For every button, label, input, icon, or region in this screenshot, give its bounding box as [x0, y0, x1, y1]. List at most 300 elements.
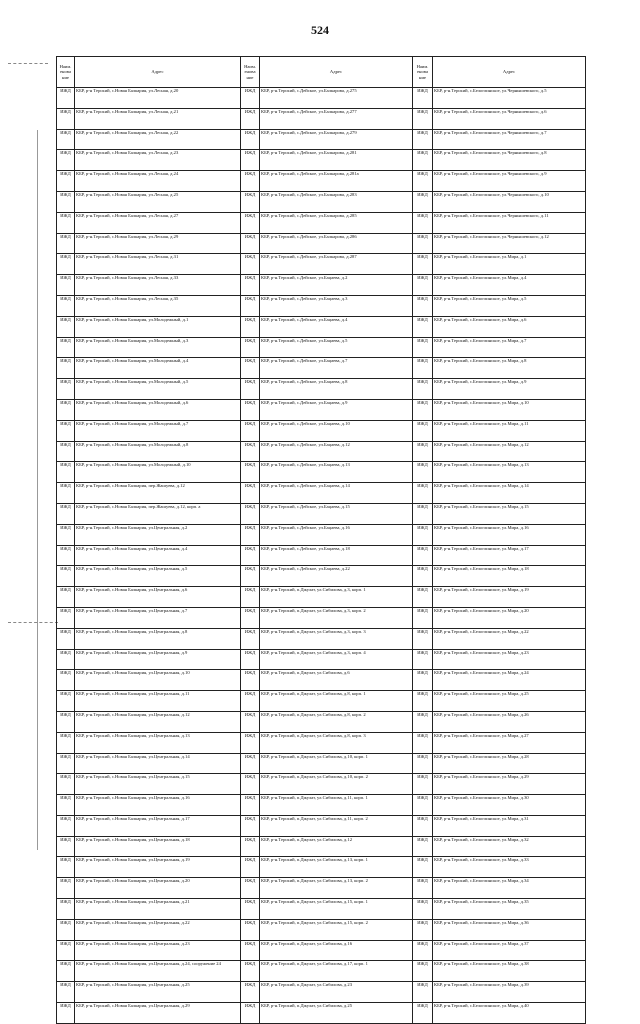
address-cell: КБР, р-н.Терский, с.Дейское, ул.Бацаева, д.16 [260, 524, 413, 545]
table-row [57, 899, 586, 920]
address-table [56, 56, 586, 1024]
address-cell: КБР, р-н.Терский, с.Белоглинское, ул.Мира, д.10 [433, 399, 586, 420]
type-cell: ИЖД [57, 503, 75, 524]
table-row [57, 358, 586, 379]
type-cell: ИЖД [57, 545, 75, 566]
address-cell: КБР, р-н.Терский, с.Дейское, ул.Балкарова, д.281а [260, 171, 413, 192]
type-cell: ИЖД [413, 399, 433, 420]
address-cell: КБР, р-н.Терский, с.Дейское, ул.Бацаева, д.10 [260, 420, 413, 441]
address-cell: КБР, р-н.Терский, п.Джулат, ул.Сибилова, д.3, корп. 4 [260, 649, 413, 670]
type-cell: ИЖД [241, 88, 260, 109]
address-cell: КБР, р-н.Терский, с.Новая Балкария, ул.Центральная, д.20 [75, 878, 241, 899]
header-address-2: Адрес [260, 57, 413, 88]
type-cell: ИЖД [413, 587, 433, 608]
type-cell: ИЖД [413, 566, 433, 587]
address-cell: КБР, р-н.Терский, с.Белоглинское, ул.Мира, д.18 [433, 566, 586, 587]
address-cell: КБР, р-н.Терский, п.Джулат, ул.Сибилова, д.23 [260, 982, 413, 1003]
table-row [57, 795, 586, 816]
type-cell: ИЖД [413, 732, 433, 753]
type-cell: ИЖД [413, 316, 433, 337]
address-cell: КБР, р-н.Терский, с.Белоглинское, ул.Мира, д.33 [433, 857, 586, 878]
table-row [57, 524, 586, 545]
address-cell: КБР, р-н.Терский, п.Джулат, ул.Сибилова, д.8, корп. 1 [260, 691, 413, 712]
type-cell: ИЖД [241, 545, 260, 566]
address-cell: КБР, р-н.Терский, с.Новая Балкария, ул.Центральная, д.23 [75, 940, 241, 961]
type-cell: ИЖД [57, 358, 75, 379]
address-cell: КБР, р-н.Терский, с.Новая Балкария, ул.Молодежный, д.6 [75, 399, 241, 420]
type-cell: ИЖД [413, 295, 433, 316]
address-cell: КБР, р-н.Терский, с.Новая Балкария, ул.Молодежный, д.3 [75, 337, 241, 358]
address-cell: КБР, р-н.Терский, п.Джулат, ул.Сибилова, д.3, корп. 1 [260, 587, 413, 608]
address-cell: КБР, р-н.Терский, п.Джулат, ул.Сибилова, д.15, корп. 2 [260, 919, 413, 940]
address-cell: КБР, р-н.Терский, с.Новая Балкария, ул.Лесная, д.33 [75, 275, 241, 296]
address-cell: КБР, р-н.Терский, с.Белоглинское, ул.Мира, д.27 [433, 732, 586, 753]
type-cell: ИЖД [57, 275, 75, 296]
table-row [57, 815, 586, 836]
type-cell: ИЖД [241, 628, 260, 649]
address-cell: КБР, р-н.Терский, с.Новая Балкария, ул.Центральная, д.19 [75, 857, 241, 878]
address-cell: КБР, р-н.Терский, с.Новая Балкария, ул.Центральная, д.16 [75, 795, 241, 816]
page-number: 524 [311, 23, 329, 37]
address-cell: КБР, р-н.Терский, с.Дейское, ул.Бацаева, д.12 [260, 441, 413, 462]
address-cell: КБР, р-н.Терский, с.Дейское, ул.Балкарова, д.285 [260, 212, 413, 233]
scan-mark-top-left [8, 63, 48, 64]
type-cell: ИЖД [413, 1003, 433, 1024]
address-cell: КБР, р-н.Терский, с.Белоглинское, ул.Мира, д.5 [433, 295, 586, 316]
type-cell: ИЖД [241, 212, 260, 233]
type-cell: ИЖД [241, 1003, 260, 1024]
address-cell: КБР, р-н.Терский, с.Белоглинское, ул.Чернышевского, д.7 [433, 129, 586, 150]
type-cell: ИЖД [413, 919, 433, 940]
table-row [57, 108, 586, 129]
address-cell: КБР, р-н.Терский, с.Белоглинское, ул.Мира, д.8 [433, 358, 586, 379]
type-cell: ИЖД [57, 607, 75, 628]
type-cell: ИЖД [57, 982, 75, 1003]
address-cell: КБР, р-н.Терский, с.Новая Балкария, ул.Молодежный, д.7 [75, 420, 241, 441]
type-cell: ИЖД [413, 88, 433, 109]
address-cell: КБР, р-н.Терский, с.Дейское, ул.Бацаева, д.7 [260, 358, 413, 379]
type-cell: ИЖД [413, 337, 433, 358]
address-cell: КБР, р-н.Терский, с.Новая Балкария, ул.Лесная, д.35 [75, 295, 241, 316]
address-cell: КБР, р-н.Терский, с.Новая Балкария, ул.Центральная, д.18 [75, 836, 241, 857]
address-cell: КБР, р-н.Терский, п.Джулат, ул.Сибилова, д.13, корп. 2 [260, 878, 413, 899]
table-row [57, 503, 586, 524]
type-cell: ИЖД [413, 129, 433, 150]
type-cell: ИЖД [57, 857, 75, 878]
type-cell: ИЖД [413, 212, 433, 233]
type-cell: ИЖД [241, 961, 260, 982]
table-row [57, 587, 586, 608]
address-cell: КБР, р-н.Терский, с.Белоглинское, ул.Мира, д.22 [433, 628, 586, 649]
type-cell: ИЖД [413, 878, 433, 899]
address-cell: КБР, р-н.Терский, с.Новая Балкария, ул.Центральная, д.17 [75, 815, 241, 836]
address-cell: КБР, р-н.Терский, с.Белоглинское, ул.Мира, д.25 [433, 691, 586, 712]
type-cell: ИЖД [241, 233, 260, 254]
type-cell: ИЖД [57, 1003, 75, 1024]
type-cell: ИЖД [241, 919, 260, 940]
address-cell: КБР, р-н.Терский, с.Дейское, ул.Балкарова, д.286 [260, 233, 413, 254]
address-cell: КБР, р-н.Терский, с.Белоглинское, ул.Мира, д.7 [433, 337, 586, 358]
type-cell: ИЖД [241, 441, 260, 462]
table-row [57, 857, 586, 878]
table-row [57, 732, 586, 753]
table-row [57, 691, 586, 712]
type-cell: ИЖД [241, 774, 260, 795]
address-cell: КБР, р-н.Терский, с.Белоглинское, ул.Мира, д.34 [433, 878, 586, 899]
type-cell: ИЖД [57, 399, 75, 420]
type-cell: ИЖД [413, 607, 433, 628]
table-row [57, 254, 586, 275]
address-cell: КБР, р-н.Терский, п.Джулат, ул.Сибилова, д.8, корп. 2 [260, 711, 413, 732]
table-row [57, 399, 586, 420]
type-cell: ИЖД [241, 295, 260, 316]
address-cell: КБР, р-н.Терский, с.Белоглинское, ул.Чернышевского, д.10 [433, 191, 586, 212]
address-cell: КБР, р-н.Терский, с.Белоглинское, ул.Чернышевского, д.11 [433, 212, 586, 233]
address-cell: КБР, р-н.Терский, с.Новая Балкария, ул.Лесная, д.23 [75, 150, 241, 171]
type-cell: ИЖД [57, 753, 75, 774]
address-cell: КБР, р-н.Терский, с.Дейское, ул.Бацаева, д.9 [260, 399, 413, 420]
address-cell: КБР, р-н.Терский, с.Дейское, ул.Бацаева, д.18 [260, 545, 413, 566]
address-cell: КБР, р-н.Терский, п.Джулат, ул.Сибилова, д.15, корп. 1 [260, 899, 413, 920]
address-cell: КБР, р-н Терский, с.Дейское, ул.Балкарова, д.281 [260, 150, 413, 171]
address-cell: КБР, р-н.Терский, с.Белоглинское, ул.Мира, д.38 [433, 961, 586, 982]
table-row [57, 774, 586, 795]
type-cell: ИЖД [413, 254, 433, 275]
table-row [57, 919, 586, 940]
type-cell: ИЖД [57, 295, 75, 316]
type-cell: ИЖД [241, 566, 260, 587]
type-cell: ИЖД [57, 899, 75, 920]
address-cell: КБР, р-н.Терский, с.Новая Балкария, ул.Лесная, д.25 [75, 191, 241, 212]
address-cell: КБР, р-н.Терский, с.Белоглинское, ул.Мира, д.40 [433, 1003, 586, 1024]
address-cell: КБР, р-н.Терский, с.Белоглинское, ул.Мира, д.36 [433, 919, 586, 940]
table-row [57, 566, 586, 587]
address-cell: КБР, р-н.Терский, с.Новая Балкария, ул.Центральная, д.10 [75, 670, 241, 691]
type-cell: ИЖД [241, 753, 260, 774]
address-cell: КБР, р-н Терский, с.Дейское, ул.Балкарова, д.277 [260, 108, 413, 129]
header-type-3: Наим. еновa ние [413, 57, 433, 88]
address-cell: КБР, р-н.Терский, с.Дейское, ул.Бацаева, д.15 [260, 503, 413, 524]
type-cell: ИЖД [413, 628, 433, 649]
address-cell: КБР, р-н.Терский, с.Новая Балкария, ул.Центральная, д.6 [75, 587, 241, 608]
address-cell: КБР, р-н.Терский, с.Новая Балкария, ул.Лесная, д.21 [75, 108, 241, 129]
address-cell: КБР, р-н.Терский, п.Джулат, ул.Сибилова, д.11, корп. 1 [260, 795, 413, 816]
table-row [57, 649, 586, 670]
table-row [57, 379, 586, 400]
address-cell: КБР, р-н.Терский, с.Дейское, ул.Бацаева, д.3 [260, 295, 413, 316]
type-cell: ИЖД [57, 628, 75, 649]
table-row [57, 212, 586, 233]
address-cell: КБР, р-н.Терский, п.Джулат, ул.Сибилова, д.11, корп. 2 [260, 815, 413, 836]
type-cell: ИЖД [57, 337, 75, 358]
address-cell: КБР, р-н.Терский, с.Дейское, ул.Бацаева, д.2 [260, 275, 413, 296]
address-cell: КБР, р-н.Терский, с.Дейское, ул.Балкарова, д.275 [260, 88, 413, 109]
address-cell: КБР, р-н.Терский, с.Белоглинское, ул.Мира, д.15 [433, 503, 586, 524]
header-type-2: Наим. еновa ние [241, 57, 260, 88]
type-cell: ИЖД [241, 337, 260, 358]
address-cell: КБР, р-н.Терский, п.Джулат, ул.Сибилова, д.12 [260, 836, 413, 857]
type-cell: ИЖД [241, 711, 260, 732]
type-cell: ИЖД [413, 774, 433, 795]
address-cell: КБР, р-н.Терский, с.Новая Балкария, ул.Центральная, д.15 [75, 774, 241, 795]
address-cell: КБР, р-н Терский, с.Новая Балкария, ул.Лесная, д.20 [75, 88, 241, 109]
left-margin-line [37, 130, 38, 850]
type-cell: ИЖД [413, 815, 433, 836]
type-cell: ИЖД [57, 795, 75, 816]
type-cell: ИЖД [241, 524, 260, 545]
address-cell: КБР, р-н.Терский, с.Новая Балкария, пер.Жашуева, д.12 [75, 483, 241, 504]
type-cell: ИЖД [57, 88, 75, 109]
address-cell: КБР, р-н.Терский, с.Новая Балкария, ул.Центральная, д.4 [75, 545, 241, 566]
address-cell: КБР, р-н.Терский, с.Дейское, ул.Бацаева, д.4 [260, 316, 413, 337]
address-cell: КБР, р-н.Терский, с.Дейское, ул.Балкарова, д.279 [260, 129, 413, 150]
type-cell: ИЖД [241, 670, 260, 691]
address-cell: КБР, р-н.Терский, с.Новая Балкария, ул.Центральная, д.29 [75, 1003, 241, 1024]
table-row [57, 878, 586, 899]
type-cell: ИЖД [241, 358, 260, 379]
type-cell: ИЖД [57, 732, 75, 753]
type-cell: ИЖД [57, 420, 75, 441]
type-cell: ИЖД [241, 379, 260, 400]
address-cell: КБР, р-н.Терский, п.Джулат, ул.Сибилова, д.3, корп. 3 [260, 628, 413, 649]
address-cell: КБР, р-н.Терский, п.Джулат, ул.Сибилова, д.16 [260, 940, 413, 961]
address-cell: КБР, р-н.Терский, с.Белоглинское, ул.Мира, д.35 [433, 899, 586, 920]
address-cell: КБР, р-н.Терский, с.Новая Балкария, ул.Центральная, д.25 [75, 982, 241, 1003]
type-cell: ИЖД [57, 815, 75, 836]
type-cell: ИЖД [413, 483, 433, 504]
address-cell: КБР, р-н.Терский, с.Белоглинское, ул.Мира, д.12 [433, 441, 586, 462]
address-cell: КБР, р-н.Терский, с.Новая Балкария, ул.Молодежный, д.1 [75, 316, 241, 337]
address-cell: КБР, р-н.Терский, с.Новая Балкария, ул.Молодежный, д.4 [75, 358, 241, 379]
address-cell: КБР, р-н.Терский, с.Дейское, ул.Бацаева, д.14 [260, 483, 413, 504]
address-cell: КБР, р-н.Терский, с.Новая Балкария, ул.Центральная, д.14 [75, 753, 241, 774]
table-row [57, 275, 586, 296]
address-cell: КБР, р-н.Терский, с.Белоглинское, ул.Мира, д.11 [433, 420, 586, 441]
address-cell: КБР, р-н.Терский, с.Новая Балкария, ул.Молодежный, д.5 [75, 379, 241, 400]
type-cell: ИЖД [57, 129, 75, 150]
type-cell: ИЖД [241, 940, 260, 961]
table-row [57, 316, 586, 337]
table-row [57, 836, 586, 857]
type-cell: ИЖД [57, 670, 75, 691]
address-cell: КБР, р-н.Терский, с.Белоглинское, ул.Мира, д.29 [433, 774, 586, 795]
type-cell: ИЖД [413, 420, 433, 441]
type-cell: ИЖД [241, 150, 260, 171]
type-cell: ИЖД [57, 316, 75, 337]
type-cell: ИЖД [57, 462, 75, 483]
type-cell: ИЖД [57, 649, 75, 670]
table-row [57, 982, 586, 1003]
type-cell: ИЖД [413, 982, 433, 1003]
address-cell: КБР, р-н.Терский, с.Белоглинское, ул.Мира, д.4 [433, 275, 586, 296]
type-cell: ИЖД [413, 441, 433, 462]
address-cell: КБР, р-н.Терский, п.Джулат, ул.Сибилова, д.17, корп. 1 [260, 961, 413, 982]
table-row [57, 88, 586, 109]
table-row [57, 420, 586, 441]
address-cell: КБР, р-н.Терский, с.Белоглинское, ул.Чернышевского, д.9 [433, 171, 586, 192]
address-cell: КБР, р-н.Терский, с.Белоглинское, ул.Мира, д.17 [433, 545, 586, 566]
address-cell: КБР, р-н.Терский, с.Дейское, ул.Бацаева, д.5 [260, 337, 413, 358]
table-row [57, 940, 586, 961]
address-cell: КБР, р-н.Терский, с.Белоглинское, ул.Мира, д.14 [433, 483, 586, 504]
type-cell: ИЖД [241, 483, 260, 504]
type-cell: ИЖД [241, 815, 260, 836]
table-row [57, 545, 586, 566]
address-cell: КБР, р-н.Терский, с.Белоглинское, ул.Мира, д.39 [433, 982, 586, 1003]
header-type-1: Наим. еновa ние [57, 57, 75, 88]
address-cell: КБР, р-н.Терский, п.Джулат, ул.Сибилова, д.10, корп. 1 [260, 753, 413, 774]
type-cell: ИЖД [57, 441, 75, 462]
address-cell: КБР, р-н.Терский, п.Джулат, ул.Сибилова, д.6 [260, 670, 413, 691]
type-cell: ИЖД [57, 150, 75, 171]
table-row [57, 1003, 586, 1024]
table-row [57, 628, 586, 649]
address-cell: КБР, р-н.Терский, с.Белоглинское, ул.Мира, д.28 [433, 753, 586, 774]
type-cell: ИЖД [241, 420, 260, 441]
type-cell: ИЖД [241, 503, 260, 524]
address-cell: КБР, р-н.Терский, с.Новая Балкария, ул.Лесная, д.31 [75, 254, 241, 275]
type-cell: ИЖД [241, 795, 260, 816]
type-cell: ИЖД [241, 587, 260, 608]
type-cell: ИЖД [57, 919, 75, 940]
type-cell: ИЖД [413, 358, 433, 379]
type-cell: ИЖД [413, 753, 433, 774]
type-cell: ИЖД [57, 961, 75, 982]
address-cell: КБР, р-н.Терский, с.Белоглинское, ул.Мира, д.37 [433, 940, 586, 961]
type-cell: ИЖД [413, 275, 433, 296]
type-cell: ИЖД [241, 254, 260, 275]
address-cell: КБР, р-н.Терский, с.Дейское, ул.Балкарова, д.283 [260, 191, 413, 212]
address-cell: КБР, р-н.Терский, с.Новая Балкария, ул.Центральная, д.22 [75, 919, 241, 940]
type-cell: ИЖД [241, 462, 260, 483]
address-cell: КБР, р-н.Терский, с.Новая Балкария, ул.Центральная, д.5 [75, 566, 241, 587]
address-cell: КБР, р-н.Терский, с.Белоглинское, ул.Мира, д.16 [433, 524, 586, 545]
table-row [57, 233, 586, 254]
type-cell: ИЖД [241, 691, 260, 712]
header-address-1: Адрес [75, 57, 241, 88]
table-body [57, 88, 586, 1024]
type-cell: ИЖД [413, 545, 433, 566]
address-cell: КБР, р-н.Терский, с.Новая Балкария, ул.Лесная, д.24 [75, 171, 241, 192]
table-row [57, 337, 586, 358]
address-cell: КБР, р-н.Терский, с.Новая Балкария, ул.Центральная, д.2 [75, 524, 241, 545]
type-cell: ИЖД [413, 940, 433, 961]
type-cell: ИЖД [413, 233, 433, 254]
address-cell: КБР, р-н.Терский, с.Новая Балкария, ул.Центральная, д.24, сооружение 24 [75, 961, 241, 982]
address-cell: КБР, р-н.Терский, с.Белоглинское, ул.Мира, д.19 [433, 587, 586, 608]
type-cell: ИЖД [57, 108, 75, 129]
type-cell: ИЖД [413, 108, 433, 129]
address-cell: КБР, р-н Терский, с.Белоглинское, ул.Чернышевского, д.6 [433, 108, 586, 129]
table-row [57, 483, 586, 504]
type-cell: ИЖД [241, 649, 260, 670]
type-cell: ИЖД [241, 275, 260, 296]
address-cell: КБР, р-н.Терский, с.Белоглинское, ул.Мира, д.13 [433, 462, 586, 483]
address-cell: КБР, р-н.Терский, с.Новая Балкария, ул.Центральная, д.9 [75, 649, 241, 670]
type-cell: ИЖД [57, 774, 75, 795]
type-cell: ИЖД [413, 649, 433, 670]
type-cell: ИЖД [413, 899, 433, 920]
address-cell: КБР, р-н.Терский, с.Новая Балкария, ул.Центральная, д.21 [75, 899, 241, 920]
type-cell: ИЖД [241, 732, 260, 753]
table-row [57, 295, 586, 316]
address-cell: КБР, р-н.Терский, с.Новая Балкария, ул.Молодежный, д.10 [75, 462, 241, 483]
table-row [57, 462, 586, 483]
address-cell: КБР, р-н.Терский, с.Белоглинское, ул.Мира, д.23 [433, 649, 586, 670]
type-cell: ИЖД [241, 982, 260, 1003]
table-row [57, 171, 586, 192]
type-cell: ИЖД [241, 857, 260, 878]
type-cell: ИЖД [57, 940, 75, 961]
type-cell: ИЖД [413, 191, 433, 212]
type-cell: ИЖД [413, 171, 433, 192]
table-row [57, 150, 586, 171]
type-cell: ИЖД [413, 711, 433, 732]
type-cell: ИЖД [57, 566, 75, 587]
address-cell: КБР, р-н.Терский, с.Дейское, ул.Бацаева, д.13 [260, 462, 413, 483]
type-cell: ИЖД [241, 129, 260, 150]
address-cell: КБР, р-н.Терский, п.Джулат, ул.Сибилова, д.10, корп. 2 [260, 774, 413, 795]
table-row [57, 607, 586, 628]
table-row [57, 129, 586, 150]
address-cell: КБР, р-н.Терский, с.Новая Балкария, ул.Центральная, д.8 [75, 628, 241, 649]
address-cell: КБР, р-н.Терский, с.Новая Балкария, ул.Лесная, д.29 [75, 233, 241, 254]
type-cell: ИЖД [241, 399, 260, 420]
address-cell: КБР, р-н.Терский, с.Новая Балкария, ул.Молодежный, д.8 [75, 441, 241, 462]
type-cell: ИЖД [413, 462, 433, 483]
type-cell: ИЖД [241, 316, 260, 337]
type-cell: ИЖД [413, 670, 433, 691]
type-cell: ИЖД [241, 899, 260, 920]
address-cell: КБР, р-н.Терский, с.Белоглинское, ул.Мира, д.24 [433, 670, 586, 691]
type-cell: ИЖД [413, 795, 433, 816]
address-cell: КБР, р-н Терский, с.Новая Балкария, ул.Лесная, д.22 [75, 129, 241, 150]
type-cell: ИЖД [413, 524, 433, 545]
table-row [57, 711, 586, 732]
address-cell: КБР, р-н.Терский, с.Белоглинское, ул.Мира, д.30 [433, 795, 586, 816]
address-cell: КБР, р-н.Терский, с.Дейское, ул.Балкарова, д.287 [260, 254, 413, 275]
table-row [57, 441, 586, 462]
type-cell: ИЖД [241, 108, 260, 129]
address-cell: КБР, р-н.Терский, с.Дейское, ул.Бацаева, д.22 [260, 566, 413, 587]
type-cell: ИЖД [57, 212, 75, 233]
address-cell: КБР, р-н.Терский, с.Новая Балкария, ул.Центральная, д.7 [75, 607, 241, 628]
type-cell: ИЖД [57, 836, 75, 857]
address-cell: КБР, р-н.Терский, с.Белоглинское, ул.Мира, д.1 [433, 254, 586, 275]
type-cell: ИЖД [413, 857, 433, 878]
table-row [57, 670, 586, 691]
type-cell: ИЖД [241, 191, 260, 212]
address-cell: КБР, р-н.Терский, с.Белоглинское, ул.Мира, д.32 [433, 836, 586, 857]
type-cell: ИЖД [57, 711, 75, 732]
address-cell: КБР, р-н.Терский, с.Дейское, ул.Бацаева, д.8 [260, 379, 413, 400]
address-cell: КБР, р-н.Терский, с.Белоглинское, ул.Мира, д.31 [433, 815, 586, 836]
table-row [57, 191, 586, 212]
type-cell: ИЖД [57, 524, 75, 545]
type-cell: ИЖД [57, 254, 75, 275]
table-header [57, 57, 586, 88]
address-cell: КБР, р-н.Терский, с.Новая Балкария, ул.Центральная, д.12 [75, 711, 241, 732]
type-cell: ИЖД [57, 191, 75, 212]
type-cell: ИЖД [57, 587, 75, 608]
type-cell: ИЖД [413, 836, 433, 857]
address-cell: КБР, р-н.Терский, п.Джулат, ул.Сибилова, д.13, корп. 1 [260, 857, 413, 878]
address-cell: КБР, р-н.Терский, п.Джулат, ул.Сибилова, д.3, корп. 2 [260, 607, 413, 628]
header-address-3: Адрес [433, 57, 586, 88]
type-cell: ИЖД [241, 171, 260, 192]
type-cell: ИЖД [241, 607, 260, 628]
type-cell: ИЖД [413, 961, 433, 982]
